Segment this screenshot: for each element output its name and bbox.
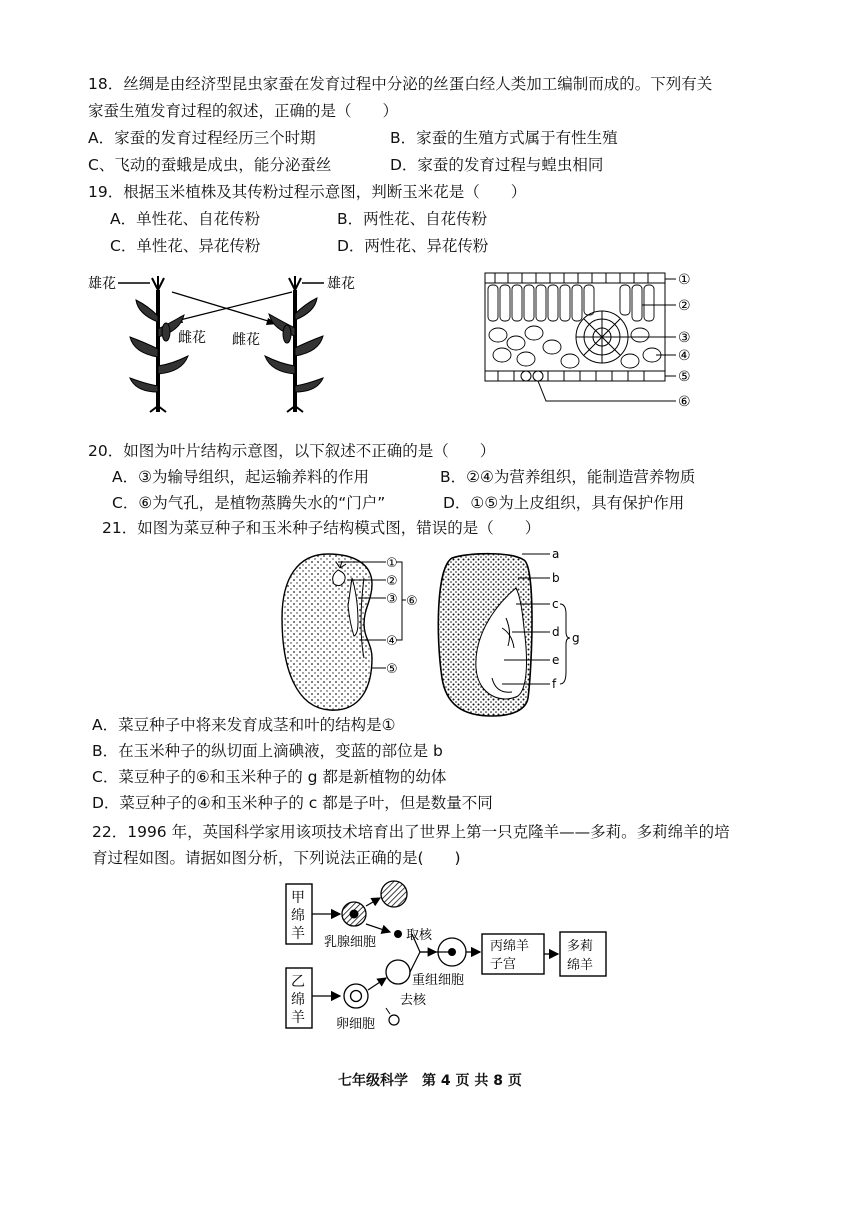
dolly-label-1: 多莉 (567, 939, 594, 954)
enucleated-egg-cell (386, 960, 410, 984)
leaf-label-3: ③ (678, 330, 691, 346)
dolly-label-2: 绵羊 (567, 958, 594, 973)
corn-seed-label-c: c (552, 597, 559, 611)
surrogate-label-1: 丙绵羊 (490, 939, 530, 954)
corn-female-flower-right-label: 雌花 (232, 332, 260, 348)
q21-option-d: D．菜豆种子的④和玉米种子的 c 都是子叶，但是数量不同 (92, 794, 493, 812)
sheep-b-char-2: 绵 (291, 992, 305, 1008)
q19-stem: 19．根据玉米植株及其传粉过程示意图，判断玉米花是（ ） (88, 183, 527, 201)
leaf-structure-figure (480, 265, 720, 415)
q22-stem-line1: 22．1996 年，英国科学家用该项技术培育出了世界上第一只克隆羊——多莉。多莉绵羊的培 (92, 823, 730, 841)
leaf-label-2: ② (678, 298, 691, 314)
q19-option-a: A．单性花、自花传粉 (110, 210, 261, 228)
bean-label-5: ⑤ (386, 662, 398, 677)
q18-option-d: D．家蚕的发育过程与蝗虫相同 (390, 156, 604, 174)
leaf-vein (576, 311, 628, 363)
upper-epidermis (485, 273, 665, 283)
corn-seed-label-d: d (552, 625, 560, 639)
donor-nucleus (394, 930, 402, 938)
q18-option-b: B．家蚕的生殖方式属于有性生殖 (390, 129, 618, 147)
corn-pollination-figure (80, 262, 380, 422)
q20-option-b: B．②④为营养组织，能制造营养物质 (440, 468, 696, 486)
q21-option-c: C．菜豆种子的⑥和玉米种子的 g 都是新植物的幼体 (92, 768, 447, 786)
q21-option-a: A．菜豆种子中将来发育成茎和叶的结构是① (92, 716, 396, 734)
corn-seed-label-g: g (572, 631, 580, 645)
q18-stem-line2: 家蚕生殖发育过程的叙述，正确的是（ ） (88, 102, 399, 120)
leaf-label-4: ④ (678, 348, 691, 364)
q22-stem-line2: 育过程如图。请据如图分析，下列说法正确的是( ) (92, 849, 461, 867)
q21-stem: 21．如图为菜豆种子和玉米种子结构模式图，错误的是（ ） (102, 519, 541, 537)
cloning-process-figure (280, 876, 610, 1036)
corn-seed-figure (432, 548, 592, 718)
q20-option-a: A．③为输导组织，起运输养料的作用 (112, 468, 369, 486)
lower-epidermis (485, 371, 665, 381)
page-footer: 七年级科学 第 4 页 共 8 页 (338, 1073, 522, 1089)
q20-option-d: D．①⑤为上皮组织，具有保护作用 (443, 494, 685, 512)
leaf-label-1: ① (678, 272, 691, 288)
bean-label-1: ① (386, 556, 398, 571)
q21-option-b: B．在玉米种子的纵切面上滴碘液，变蓝的部位是 b (92, 742, 443, 760)
bean-label-2: ② (386, 574, 398, 589)
enucleated-mammary-cell (381, 881, 407, 907)
corn-female-flower-left-label: 雌花 (178, 330, 206, 346)
bean-label-3: ③ (386, 592, 398, 607)
corn-seed-label-b: b (552, 571, 560, 585)
palisade-tissue (488, 285, 654, 321)
spongy-tissue (489, 326, 661, 368)
egg-cell-label: 卵细胞 (336, 1017, 376, 1032)
sheep-b-char-3: 羊 (291, 1010, 305, 1026)
corn-seed-label-a: a (552, 548, 560, 561)
corn-male-flower-right-label: 雄花 (327, 276, 355, 292)
remove-nucleus-label: 去核 (400, 993, 427, 1008)
mammary-cell-label: 乳腺细胞 (324, 935, 377, 950)
sheep-b-char-1: 乙 (291, 974, 305, 990)
bean-label-6: ⑥ (406, 594, 418, 609)
corn-male-flower-left-label: 雄花 (88, 276, 116, 292)
leaf-label-5: ⑤ (678, 369, 691, 385)
bean-label-4: ④ (386, 634, 398, 649)
egg-cell (344, 984, 368, 1008)
corn-seed-label-f: f (552, 677, 557, 691)
sheep-a-char-3: 羊 (291, 926, 305, 942)
leaf-label-6: ⑥ (678, 394, 691, 410)
recombined-cell-label: 重组细胞 (412, 973, 465, 988)
corn-seed-label-e: e (552, 653, 560, 667)
q18-option-a: A．家蚕的发育过程经历三个时期 (88, 129, 316, 147)
bean-seed-figure (268, 548, 428, 718)
removed-nucleus (389, 1015, 399, 1025)
surrogate-label-2: 子宫 (490, 957, 517, 972)
q18-stem-line1: 18．丝绸是由经济型昆虫家蚕在发育过程中分泌的丝蛋白经人类加工编制而成的。下列有关 (88, 75, 713, 93)
q19-option-d: D．两性花、异花传粉 (337, 237, 489, 255)
q18-option-c: C、飞动的蚕蛾是成虫，能分泌蚕丝 (88, 156, 332, 174)
q20-stem: 20．如图为叶片结构示意图，以下叙述不正确的是（ ） (88, 442, 496, 460)
q19-option-c: C．单性花、异花传粉 (110, 237, 261, 255)
take-nucleus-label: 取核 (406, 928, 433, 943)
q19-option-b: B．两性花、自花传粉 (337, 210, 488, 228)
q20-option-c: C．⑥为气孔，是植物蒸腾失水的“门户” (112, 494, 386, 512)
sheep-a-char-1: 甲 (291, 890, 305, 906)
sheep-a-char-2: 绵 (291, 908, 305, 924)
